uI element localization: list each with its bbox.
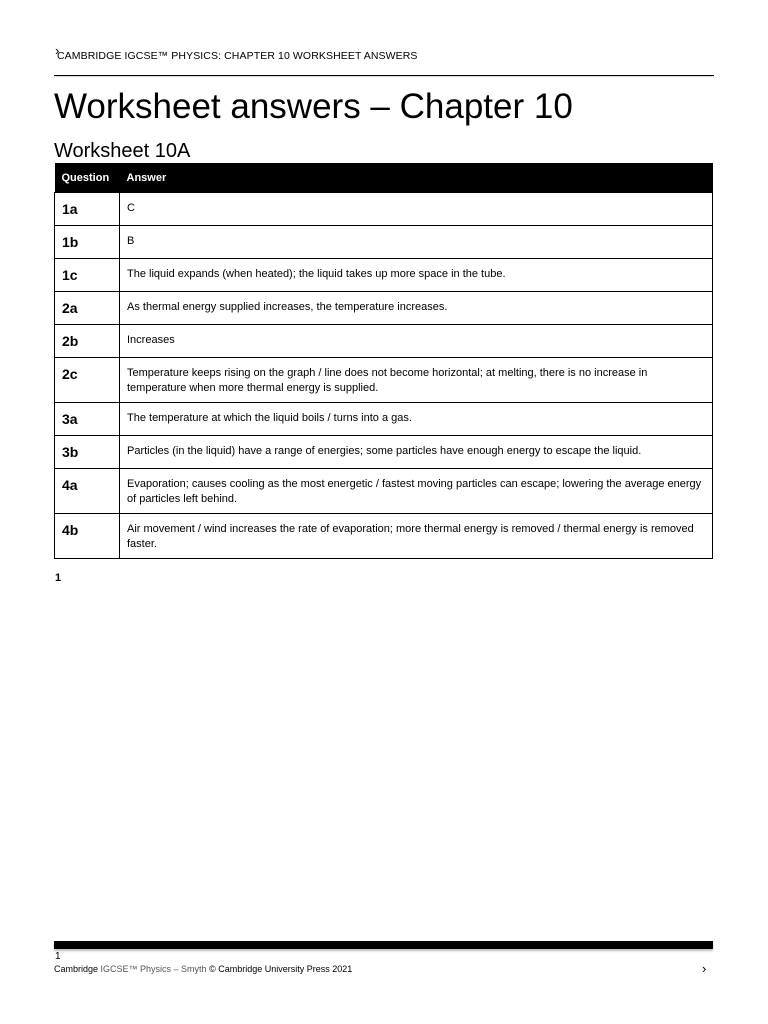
answer-cell: Air movement / wind increases the rate of evaporation; more thermal energy is removed / thermal energy is removed faster. — [120, 514, 713, 559]
answer-cell: Temperature keeps rising on the graph / line does not become horizontal; at melting, there is no increase in temperature when more thermal energy is supplied. — [120, 358, 713, 403]
running-header: CAMBRIDGE IGCSE™ PHYSICS: CHAPTER 10 WORKSHEET ANSWERS — [57, 50, 418, 62]
table-row — [55, 259, 713, 292]
question-cell: 4a — [55, 469, 120, 514]
column-header-question: Question — [55, 163, 120, 193]
footer-copyright — [54, 964, 352, 974]
answer-cell: C — [120, 193, 713, 226]
answer-cell: B — [120, 226, 713, 259]
answer-cell: Evaporation; causes cooling as the most energetic / fastest moving particles can escape; lowering the average energy of particles left behind. — [120, 469, 713, 514]
page-title: Worksheet answers – Chapter 10 — [54, 87, 573, 126]
worksheet-subtitle: Worksheet 10A — [54, 140, 191, 162]
table-row — [55, 193, 713, 226]
table-row — [55, 358, 713, 403]
question-cell: 1a — [55, 193, 120, 226]
header-divider — [54, 75, 714, 76]
question-cell: 1b — [55, 226, 120, 259]
table-row — [55, 292, 713, 325]
footer-prefix: Cambridge — [54, 964, 101, 974]
question-cell: 2c — [55, 358, 120, 403]
footer-publisher: © Cambridge University Press 2021 — [206, 964, 353, 974]
question-cell: 2b — [55, 325, 120, 358]
page-number: 1 — [55, 951, 61, 962]
table-row — [55, 325, 713, 358]
answer-cell: As thermal energy supplied increases, the temperature increases. — [120, 292, 713, 325]
table-row — [55, 226, 713, 259]
table-row — [55, 514, 713, 559]
answer-cell: Increases — [120, 325, 713, 358]
footer-book-title: IGCSE™ Physics – Smyth — [100, 964, 207, 974]
corner-arrow-icon: › — [702, 961, 707, 976]
table-row — [55, 469, 713, 514]
question-cell: 3a — [55, 403, 120, 436]
table-row — [55, 403, 713, 436]
table-row — [55, 436, 713, 469]
answer-cell: Particles (in the liquid) have a range of energies; some particles have enough energy to escape the liquid. — [120, 436, 713, 469]
answer-cell: The temperature at which the liquid boils / turns into a gas. — [120, 403, 713, 436]
corner-arrow-icon: › — [55, 43, 60, 58]
question-cell: 1c — [55, 259, 120, 292]
question-cell: 3b — [55, 436, 120, 469]
table-header-row — [55, 163, 713, 193]
answer-cell: The liquid expands (when heated); the liquid takes up more space in the tube. — [120, 259, 713, 292]
answers-table — [54, 163, 713, 559]
question-cell: 2a — [55, 292, 120, 325]
column-header-answer: Answer — [120, 163, 713, 193]
question-cell: 4b — [55, 514, 120, 559]
section-number: 1 — [55, 572, 62, 584]
footer-divider — [54, 941, 713, 949]
